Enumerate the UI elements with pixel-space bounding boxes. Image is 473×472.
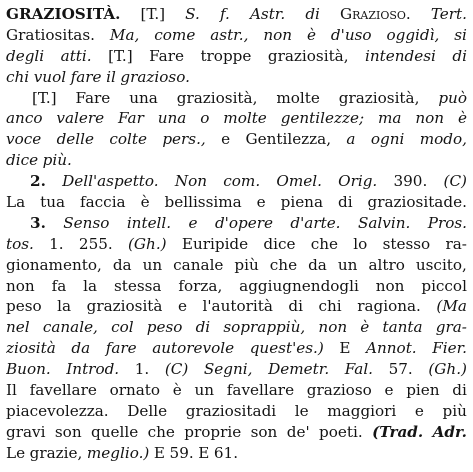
word: favellare [226,381,295,400]
word: Gentilezza, [245,130,332,149]
word: lo [353,234,368,253]
word: (Ma [436,297,467,316]
word: Fare [149,46,184,65]
word: grazie, [29,443,83,462]
text-line [6,192,467,213]
word: Orig. [338,172,378,191]
word: ragiona. [357,297,421,316]
word: ra- [445,234,467,253]
word: di [452,46,467,65]
word: piena [280,193,324,212]
word: di [305,5,320,23]
text-line [6,359,467,380]
word: ogni [370,130,405,149]
word: graziosità [86,297,163,316]
word: anco [6,109,43,128]
word: è [140,193,150,212]
word: non [263,25,293,44]
word: atti. [60,46,92,65]
word: quelle [91,422,139,441]
text-line [6,4,467,25]
word: bellissima [164,193,242,212]
word: 390. [393,172,428,191]
word: un [142,255,163,274]
word: [T.] [32,88,57,107]
word: e [221,130,231,149]
word: pers., [162,130,206,149]
word: Fal. [344,360,374,379]
word: gionamento, [6,255,102,274]
word: graziositadi [185,401,277,420]
word: tua [40,193,66,212]
word: di [288,297,303,316]
word: La [6,193,26,212]
word: grazioso. [120,67,190,86]
word: ziosità [6,339,56,358]
word: di [337,193,353,212]
word: più [442,401,467,420]
word: o [200,109,210,128]
word: (C) [443,172,467,191]
word: è [172,381,182,400]
word: graziosità, [267,46,349,65]
word: (Gh.) [128,234,167,253]
word: da [112,255,132,274]
word: da [308,255,327,274]
word: meglio.) [86,443,150,462]
word: aggiugnendogli [239,276,359,295]
word: un [194,381,215,400]
word: stesso [382,234,431,253]
word: Non [174,172,208,191]
word: voce [6,130,42,149]
word: nel [6,318,30,337]
text-line [6,317,467,338]
word: chi [318,297,342,316]
word: forza, [178,276,223,295]
word: peso [6,297,42,316]
text-line [6,276,467,297]
word: maggiori [327,401,397,420]
word: l'autorità [202,297,273,316]
word: e [256,193,266,212]
word: è [457,109,467,128]
word: Demetr. [268,360,330,379]
word: come [154,25,196,44]
text-line [6,213,467,234]
word: modo, [419,130,467,149]
word: valere [56,109,105,128]
word: de' [286,422,310,441]
word: ornato [109,381,161,400]
word: Tert. [430,5,467,23]
word: poeti. [319,422,363,441]
word: si [454,25,467,44]
word: Astr. [249,5,286,23]
word: molte [276,88,320,107]
word: 57. [388,360,413,379]
word: Adr. [432,422,467,441]
word: fa [51,276,67,295]
word: Senso [63,213,110,232]
word: Le [6,443,26,462]
word: chi [6,67,30,86]
word: f. [219,5,230,23]
text-line [6,88,467,109]
word: Pros. [427,213,467,232]
word: fare [70,67,102,86]
word: E [198,443,210,462]
word: fare [105,339,137,358]
word: son [250,422,278,441]
word: dice [263,234,296,253]
word: autorevole [152,339,235,358]
word: piccol [421,276,467,295]
word: oggidì, [386,25,440,44]
word: Gratiositas. [6,25,95,44]
word: non [6,276,35,295]
word: una [157,109,187,128]
word: uscito, [415,255,467,274]
word: delle [56,130,94,149]
word: 2. [30,172,46,191]
word: S. [185,5,200,23]
word: non [415,109,445,128]
word: degli [6,46,45,65]
word: tos. [6,234,34,253]
word: soprappiù, [223,318,306,337]
word: quest'es.) [249,339,324,358]
word: 61. [213,443,239,462]
text-line [6,171,467,192]
word: che [147,422,175,441]
word: molte [223,109,267,128]
word: troppe [200,46,252,65]
word: com. [223,172,261,191]
word: faccia [80,193,126,212]
word: Grazioso. [339,5,411,23]
word: la [57,297,72,316]
word: 59. [169,443,194,462]
word: canale, [42,318,98,337]
word: colte [109,130,147,149]
word: è [307,25,316,44]
word: a [346,130,356,149]
word: vuol [33,67,67,86]
word: (Gh.) [428,360,467,379]
word: astr., [210,25,249,44]
word: le [294,401,309,420]
word: grazioso [306,381,372,400]
word: proprie [184,422,242,441]
word: Segni, [203,360,253,379]
text-line [6,422,467,443]
word: gentilezze; [280,109,365,128]
word: GRAZIOSITÀ. [6,5,121,23]
word: 255. [78,234,113,253]
word: più. [42,151,72,170]
word: un [337,255,358,274]
text-line [6,25,467,46]
word: Annot. [366,339,417,358]
word: favellare [29,381,97,400]
text-line [6,296,467,317]
word: tanta [382,318,423,337]
word: può [438,88,467,107]
word: col [111,318,134,337]
word: Fare [75,88,111,107]
word: non [318,318,348,337]
word: (C) [164,360,189,379]
word: pien [406,381,440,400]
text-line [6,338,467,359]
word: Buon. [6,360,51,379]
word: Delle [127,401,168,420]
word: d'uso [330,25,372,44]
word: E [339,339,351,358]
word: Il [6,381,17,400]
word: non [375,276,405,295]
word: gra- [435,318,467,337]
word: dice [6,151,39,170]
word: [T.] [108,46,133,65]
text-line [6,129,467,150]
word: da [71,339,91,358]
word: e [414,401,424,420]
word: [T.] [140,5,166,23]
word: di [452,381,467,400]
word: canale [173,255,224,274]
word: Introd. [66,360,120,379]
text-line [6,150,467,171]
word: la [83,276,98,295]
text-line [6,67,467,88]
word: che [269,255,298,274]
word: è [360,318,370,337]
text-line [6,380,467,401]
word: Euripide [181,234,249,253]
word: una [129,88,158,107]
word: gravi [6,422,46,441]
word: il [106,67,116,86]
word: 1. [49,234,64,253]
text-line [6,401,467,422]
word: intendesi [365,46,436,65]
word: d'arte. [290,213,341,232]
text-line [6,46,467,67]
word: graziosità, [338,88,420,107]
word: di [195,318,211,337]
word: 3. [30,213,46,232]
word: Omel. [276,172,322,191]
word: e [384,381,394,400]
word: ma [377,109,402,128]
word: piacevolezza. [6,401,109,420]
word: Salvin. [357,213,411,232]
word: e [188,213,198,232]
word: più [234,255,259,274]
word: e [177,297,187,316]
word: E [153,443,165,462]
word: 1. [134,360,150,379]
word: d'opere [214,213,273,232]
word: peso [146,318,183,337]
word: altro [368,255,405,274]
word: Far [118,109,144,128]
text-line [6,443,467,464]
text-line [6,255,467,276]
text-line [6,108,467,129]
word: intell. [126,213,172,232]
word: che [310,234,339,253]
word: graziosità, [176,88,258,107]
text-line [6,234,467,255]
word: Dell'aspetto. [62,172,159,191]
word: Ma, [109,25,140,44]
word: graziositade. [367,193,467,212]
word: stessa [113,276,162,295]
word: Fier. [432,339,467,358]
word: (Trad. [372,422,424,441]
word: son [54,422,82,441]
